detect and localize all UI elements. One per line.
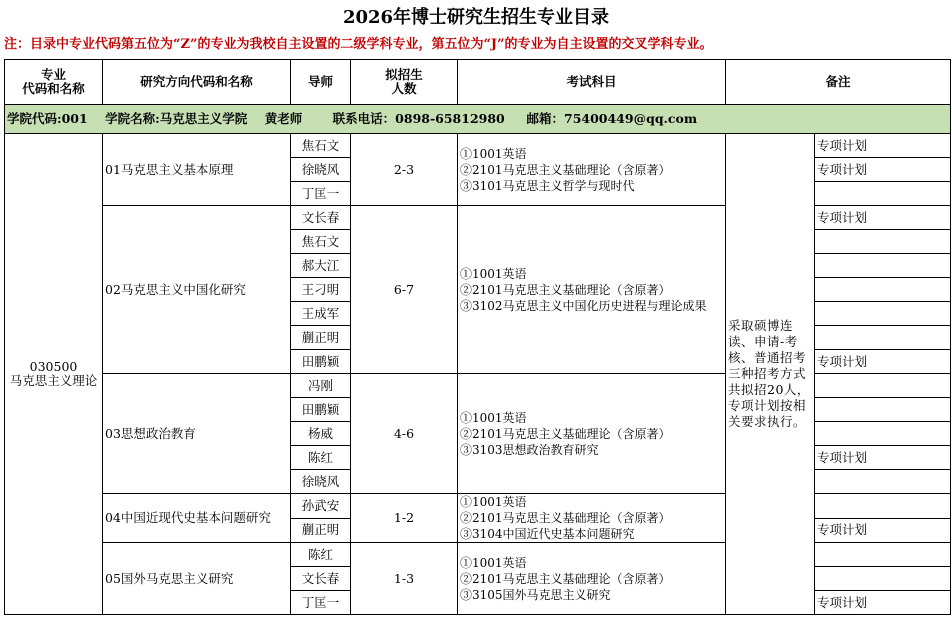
tutor-name: 田鹏颖 bbox=[291, 398, 351, 422]
tutor-name: 杨威 bbox=[291, 422, 351, 446]
special-plan-flag bbox=[815, 567, 951, 591]
quota-value: 4-6 bbox=[351, 374, 458, 494]
header-exam: 考试科目 bbox=[458, 60, 726, 105]
catalog-table bbox=[4, 59, 951, 615]
exam-subject: ③3102马克思主义中国化历史进程与理论成果 bbox=[460, 298, 707, 313]
special-plan-flag bbox=[815, 374, 951, 398]
header-tutor: 导师 bbox=[291, 60, 351, 105]
special-plan-flag: 专项计划 bbox=[815, 518, 951, 543]
exam-subject: ①1001英语 bbox=[460, 146, 527, 161]
direction-name: 04中国近现代史基本问题研究 bbox=[103, 494, 291, 543]
exam-subject: ③3101马克思主义哲学与现时代 bbox=[460, 178, 635, 193]
header-major bbox=[5, 60, 103, 105]
tutor-name: 蒯正明 bbox=[291, 518, 351, 543]
college-contact-person: 黄老师 bbox=[264, 111, 303, 126]
special-plan-flag bbox=[815, 278, 951, 302]
exam-subjects bbox=[458, 206, 726, 374]
tutor-name: 田鹏颖 bbox=[291, 350, 351, 374]
tutor-name: 徐晓风 bbox=[291, 470, 351, 494]
tutor-name: 孙武安 bbox=[291, 494, 351, 519]
exam-subject: ②2101马克思主义基础理论（含原著） bbox=[460, 282, 671, 297]
major-name: 马克思主义理论 bbox=[9, 373, 98, 388]
direction-name: 02马克思主义中国化研究 bbox=[103, 206, 291, 374]
quota-value: 1-2 bbox=[351, 494, 458, 543]
special-plan-flag: 专项计划 bbox=[815, 591, 951, 615]
exam-subject: ②2101马克思主义基础理论（含原著） bbox=[460, 571, 671, 586]
special-plan-flag bbox=[815, 230, 951, 254]
tutor-name: 陈红 bbox=[291, 446, 351, 470]
exam-subject: ①1001英语 bbox=[460, 410, 527, 425]
tutor-name: 丁匡一 bbox=[291, 591, 351, 615]
exam-subject: ①1001英语 bbox=[460, 495, 527, 509]
tutor-name: 陈红 bbox=[291, 543, 351, 567]
exam-subjects bbox=[458, 494, 726, 543]
special-plan-flag bbox=[815, 422, 951, 446]
header-major-line2: 代码和名称 bbox=[22, 81, 85, 96]
catalog-note: 注：目录中专业代码第五位为“Z”的专业为我校自主设置的二级学科专业，第五位为“J”的专业为自主设置的交叉学科专业。 bbox=[4, 37, 713, 52]
major-code: 030500 bbox=[29, 359, 78, 374]
header-major-line1: 专业 bbox=[40, 67, 66, 82]
exam-subject: ①1001英语 bbox=[460, 266, 527, 281]
special-plan-flag bbox=[815, 254, 951, 278]
exam-subject: ②2101马克思主义基础理论（含原著） bbox=[460, 162, 671, 177]
college-name: 学院名称:马克思主义学院 bbox=[105, 111, 248, 126]
exam-subject: ③3105国外马克思主义研究 bbox=[460, 587, 611, 602]
exam-subjects bbox=[458, 374, 726, 494]
remark-text: 采取硕博连读、申请-考核、普通招考三种招考方式共拟招20人，专项计划按相关要求执行。 bbox=[726, 134, 815, 615]
header-quota-line1: 拟招生 bbox=[385, 67, 423, 82]
tutor-name: 王成军 bbox=[291, 302, 351, 326]
special-plan-flag bbox=[815, 302, 951, 326]
tutor-name: 文长春 bbox=[291, 206, 351, 230]
tutor-name: 焦石文 bbox=[291, 230, 351, 254]
exam-subject: ②2101马克思主义基础理论（含原著） bbox=[460, 426, 671, 441]
header-direction: 研究方向代码和名称 bbox=[103, 60, 291, 105]
special-plan-flag bbox=[815, 326, 951, 350]
college-email: 邮箱：75400449@qq.com bbox=[526, 111, 698, 126]
quota-value: 2-3 bbox=[351, 134, 458, 206]
tutor-name: 冯刚 bbox=[291, 374, 351, 398]
table-row bbox=[5, 134, 951, 158]
tutor-name: 王刁明 bbox=[291, 278, 351, 302]
special-plan-flag bbox=[815, 543, 951, 567]
tutor-name: 徐晓风 bbox=[291, 158, 351, 182]
special-plan-flag bbox=[815, 398, 951, 422]
college-row bbox=[5, 105, 951, 134]
major-cell bbox=[5, 134, 103, 615]
exam-subjects bbox=[458, 134, 726, 206]
quota-value: 1-3 bbox=[351, 543, 458, 615]
tutor-name: 郝大江 bbox=[291, 254, 351, 278]
college-info bbox=[5, 105, 951, 134]
college-code: 学院代码:001 bbox=[7, 111, 88, 126]
exam-subjects bbox=[458, 543, 726, 615]
special-plan-flag: 专项计划 bbox=[815, 350, 951, 374]
exam-subject: ③3104中国近代史基本问题研究 bbox=[460, 527, 635, 541]
page-title: 2026年博士研究生招生专业目录 bbox=[342, 7, 610, 28]
header-quota bbox=[351, 60, 458, 105]
header-quota-line2: 人数 bbox=[391, 81, 417, 96]
special-plan-flag bbox=[815, 470, 951, 494]
direction-name: 01马克思主义基本原理 bbox=[103, 134, 291, 206]
header-row bbox=[5, 60, 951, 105]
tutor-name: 丁匡一 bbox=[291, 182, 351, 206]
exam-subject: ③3103思想政治教育研究 bbox=[460, 442, 599, 457]
college-phone: 联系电话：0898-65812980 bbox=[332, 111, 505, 126]
direction-name: 05国外马克思主义研究 bbox=[103, 543, 291, 615]
special-plan-flag: 专项计划 bbox=[815, 134, 951, 158]
exam-subject: ①1001英语 bbox=[460, 555, 527, 570]
tutor-name: 焦石文 bbox=[291, 134, 351, 158]
exam-subject: ②2101马克思主义基础理论（含原著） bbox=[460, 511, 671, 525]
direction-name: 03思想政治教育 bbox=[103, 374, 291, 494]
special-plan-flag: 专项计划 bbox=[815, 206, 951, 230]
header-remarks: 备注 bbox=[726, 60, 951, 105]
special-plan-flag: 专项计划 bbox=[815, 446, 951, 470]
special-plan-flag bbox=[815, 494, 951, 519]
tutor-name: 文长春 bbox=[291, 567, 351, 591]
special-plan-flag bbox=[815, 182, 951, 206]
special-plan-flag: 专项计划 bbox=[815, 158, 951, 182]
quota-value: 6-7 bbox=[351, 206, 458, 374]
tutor-name: 蒯正明 bbox=[291, 326, 351, 350]
